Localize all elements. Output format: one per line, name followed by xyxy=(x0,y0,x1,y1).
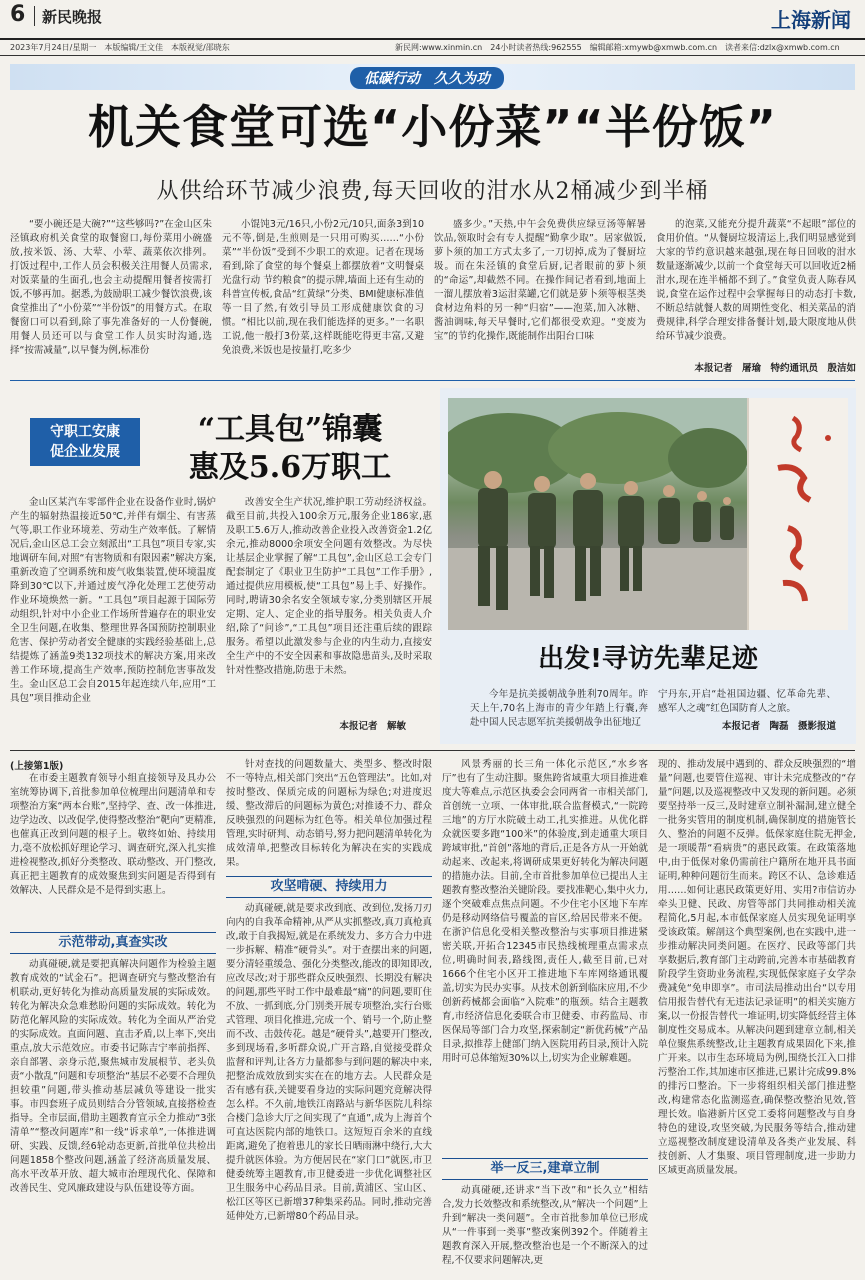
second-headline-2: 惠及5.6万职工 xyxy=(188,450,392,485)
bottom-column-3-a: 风景秀丽的长三角一体化示范区,“水乡客厅”也有了生动注脚。聚焦跨省域重大项目推进难度大等难点,示范区执委会会同两省一市相关部门,首创统一立项、一体审批,联合监督模式,“一院跨三地”的方厅水院破土动工,扎实推进。从优化群众就医要多跑“100米”的体验度,到走通重大项目跨域审批,“首创”落地的背后,正是各方从一开始就动起来、改起来,将调研成果更好转化为解决问题的措施办法。目前,全市首批参加单位已提出人主题教育整改整治关键阶段。要找准靶心,集中火力,逐个突破难点焦点问题。不少住宅小区地下车库仍是移动网络信号覆盖的盲区,给居民带来不便。在浙沪信息化受相关整改整治与实事项目推进紧密关联,开拓合12345市民热线梳理重点需求点位,明确时间表,路线图,责任人,截至目前,已对1666个住宅小区开工推进地下车库网络通讯覆盖,切实为民办实事。从技术创新到临床应用,不少创新药械都会面临“入院难”的瓶颈。结合主题教育,市经济信息化委联合市卫健委、市药监局、市医保局等部门合力攻坚,探索制定“新优药械”产品目录,拟推荐上健部门纳入医院用药目录,预计入院用时可总体缩短30%以上,切实为企业解难题。 xyxy=(442,759,648,1064)
bottom-column-4: 现的、推动发展中遇到的、群众反映强烈的“增量”问题,也要管住巡视、审计未完成整改的“存量”问题,以及巡视整改中又发现的新问题。必须要坚持举一反三,及时建章立制补漏洞,建立健全一批务实管用的制度机制,确保制度的措施管长久、整治的问题不反弹。低保家庭住院无押金,是一项暖帮“看病贵”的惠民政策。在政策落地中,由于低保对象仍需前往户籍所在地开具书面证明,种种问题衍生而来。跨区不认、急诊难适用……如何让惠民政策更好用、实用?市信访办牵头卫健、民政、房管等部门共同推动相关流程简化,5月起,本市低保家庭人员实现免证明享受该政策。解剖这个典型案例,也在实践中,进一步推动解决同类问题。在医疗、民政等部门共享数据后,教育部门主动跨前,完善本市基础教育阶段学生资助业务流程,实现低保家庭子女学杂费减免“免申即享”。市司法局推动出台“以专用信用报告替代有无违法记录证明”的相关实施方案,以一份报告替代一堆证明,切实降低经营主体制度性交易成本。从解决问题到建章立制,相关单位聚焦系统整改,让主题教育成果固化下来,推广开来。以市生态环境局为例,围绕长江入口排污整治工作,其加速市区推进,已累计完成99.8%的排污口整治。下一步将组织相关部门推进整改,构建常态化监测巡查,确保整改整治见效,管理长效。临港新片区党工委将问题整改与自身特色的建设,攻坚突破,为民服务等结合,推动建立巡视整改制度建设清单及各类产业发展、科技创新、人才集聚、项目管理制度,进一步助力区域更高质量发展。 xyxy=(658,759,856,1176)
marching-youth-photo-icon xyxy=(448,398,848,630)
contact-line: 新民网:www.xinmin.cn 24小时读者热线:962555 编辑邮箱:xmywb@xmwb.com.cn 读者来信:dzlx@xmwb.com.cn xyxy=(395,43,840,52)
lead-byline: 本报记者 屠瑜 特约通讯员 殷洁如 xyxy=(694,363,856,374)
page-header xyxy=(0,0,865,52)
second-tag-line-2: 促企业发展 xyxy=(50,444,120,460)
date-line: 2023年7月24日/星期一 本版编辑/王文佳 本版视觉/邵晓东 xyxy=(10,43,230,52)
subheading-3: 举一反三,建章立制 xyxy=(442,1158,648,1180)
lead-subheadline: 从供给环节减少浪费,每天回收的泔水从2桶减少到半桶 xyxy=(156,179,709,204)
photo-caption-2: 宁丹东,开启“赴祖国边疆、忆革命先辈、感军人之魂”红色国防育人之旅。 xyxy=(658,689,836,714)
lead-headline: 机关食堂可选“小份菜”“半份饭” xyxy=(88,100,777,154)
lead-column-2: 小馄饨3元/16只,小份2元/10只,面条3到10元不等,倒是,生煎则是一只用可购买……“小份菜”“半份饭”受到不少职工的欢迎。记者在现场看到,除了食堂的每个餐桌上都摆放着“文明餐桌 光盘行动 节约粮食”的提示牌,墙面上还有生动的科普宣传板,食品“红黄绿”分类、BMI健康标准值等一目了然,有效引导员工形成健康饮食的习惯。“相比以前,现在我们能选择的更多。”一名职工说,他一般打3份菜,这样既能吃得更丰富,又避免浪费,米饭也是按量打,吃多少 xyxy=(222,219,424,356)
news-photo xyxy=(448,398,848,630)
continued-label: (上接第1版) xyxy=(10,761,64,772)
second-column-2: 改善安全生产状况,维护职工劳动经济权益。截至目前,共投入100余万元,服务企业186家,惠及职工5.6万人,推动改善企业投入改善资金1.2亿余元,推动8000余项安全问题有效整改。为尽快让基层企业掌握了解“工具包”,金山区总工会专门配套制定了《职业卫生防护“工具包”工作手册》,通过提供应用模板,使“工具包”易上手、好操作。同时,聘请30余名安全领域专家,分类别辖区开展定期、定人、定企业的指导服务。相关负责人介绍,除了“问诊”,“工具包”项目还注重后续的跟踪服务。希望以此激发参与企业的内生动力,直接安全生产中的不安全因素和事故隐患苗头,及时采取针对性整改措施,防患于未然。 xyxy=(226,497,432,676)
paper-name: 新民晚报 xyxy=(42,8,103,26)
bottom-column-2-b: 动真碰硬,就是要求改到底、改到位,发扬刀刃向内的自我革命精神,从严从实抓整改,真刀真枪真改,敢于自我揭短,就是在系统发力、多方合力中进一步拆解、精准“硬骨头”。对于查摆出来的问题,要分清轻重缓急、强化分类整改,能改的即知即改,应改尽改;对于那些群众反映强烈、长期没有解决的问题,那些平时工作中最难最“痛”的问题,要盯住不放、一抓到底,分门别类开展专项整治,实行台账式管理、项目化推进,完成一个、销号一个,防止整而不改、击鼓传花。越是“硬骨头”,越要开门整改,多到现场看,多听群众说,广开言路,自觉接受群众监督和评判,让各方力量都参与到问题的解决中来,把整治成效放到实实在在的地方去。人民群众是否有感有获,关键要看身边的实际问题究竟解决得怎么样。不久前,地铁江南路站与新华医院儿科综合楼门急诊大厅之间实现了“直通”,成为上海首个可直达医院内部的地铁口。这短短百余米的直线距离,避免了抱着患儿的家长日晒雨淋中绕行,大大提升就医体验。为方便居民在“家门口”就医,市卫健委统筹主题教育,市卫健委进一步优化调整社区卫生服务中心药品目录。目前,黄浦区、宝山区、松江区等区已新增37种集采药品。同时,推动完善延伸处方,已新增80个药品目录。 xyxy=(226,903,432,1222)
photo-headline: 出发!寻访先辈足迹 xyxy=(538,644,758,674)
lead-column-3: 盛多少。”天热,中午会免费供应绿豆汤等解暑饮品,领取时会有专人提醒“勤拿少取”。居家做饭,萝卜须的加工方式太多了,一刀切掉,成为了餐厨垃圾。而在朱泾镇的食堂后厨,记者眼前的萝卜须的“命运”,却截然不同。在操作间记者看到,地面上一溜儿摆放着3运泔菜罐,它们就是萝卜须等根茎类食材边角料的另一种“归宿”——泡菜,加入冰糖、酱油调味,每天早餐时,它们都很受欢迎。“变废为宝”的节约化操作,既能制作出阳台口味 xyxy=(434,219,646,342)
lead-column-1: “要小碗还是大碗?”“这些够吗?”在金山区朱泾镇政府机关食堂的取餐窗口,每份菜用小碗盛放,按米饭、汤、大荤、小荤、蔬菜依次排列。打饭过程中,工作人员会积极关注用餐人员需求,对饭菜量的生面孔,也会主动提醒用餐者按需打饭,不够再加。据悉,为鼓励职工减少餐饮浪费,该食堂推出了“小份菜”“半份饭”的用餐方式。在取餐窗口可以看到,除了事先准备好的一人份餐碗,用餐人员还可以与食堂工作人员实时沟通,选择“按需减量”,以早餐为例,标准份 xyxy=(10,219,212,356)
photo-byline: 本报记者 陶磊 摄影报道 xyxy=(721,721,836,732)
second-tag xyxy=(30,418,140,466)
lead-kicker: 低碳行动 久久为功 xyxy=(350,67,504,89)
second-headline-1: “工具包”锦囊 xyxy=(197,412,383,447)
bottom-column-2-a: 针对查找的问题数量大、类型多、整改时限不一等特点,相关部门突出“五色管理法”。比如,对按时整改、保质完成的问题标为绿色;对进度迟缓、整改滞后的问题标为黄色;对推诿不力、群众反映强烈的问题标为红色等。相关单位加强过程管理,实时研判、动态销号,努力把问题清单转化为成效清单,把整改目标转化为解决在实的实践成果。 xyxy=(226,759,432,868)
second-byline: 本报记者 解敏 xyxy=(339,721,406,732)
second-tag-line-1: 守职工安康 xyxy=(50,424,120,440)
lead-kicker-band xyxy=(10,64,855,90)
bottom-column-1-b: 动真碰硬,就是要把真解决问题作为检验主题教育成效的“试金石”。把调查研究与整改整治有机联动,更好转化为推动高质量发展的实际成效。转化为解决众急难愁盼问题的实际成效。转化为防范化解风险的实际成效。转化为全面从严治党的实际成效。直面问题、直击矛盾,以上率下,突出重点,放大示范效应。市委书记陈吉宁率前指挥、亲自部署、亲身示范,聚焦城市发展根节、老头负责“小散乱”问题和专项整治“基层不必要不合理负担较重”问题,带头推动基层减负等建设一批实事。市四套班子成员则结合分管领域,直接搭检查指导。全市层面,借助主题教育宣示全力推动“3张清单”“整改问题库”和一线“诉求单”,一体推进调研、实践、反馈,经6轮动态更新,首批单位共检出问题1858个整改问题,涵盖了经济高质量发展、高水平改革开放、超大城市治理现代化、保障和改善民生、党风廉政建设与队伍建设等方面。 xyxy=(10,959,216,1194)
photo-caption-1: 今年是抗美援朝战争胜利70周年。昨天上午,70名上海市的青少年踏上行囊,奔赴中国人民志愿军抗美援朝战争出征地辽 xyxy=(470,689,648,728)
second-column-1: 金山区某汽车零部件企业在设备作业时,锅炉产生的辐射热温接近50℃,并伴有烟尘、有害蒸气等,职工作业环境差、劳动生产效率低。了解情况后,金山区总工会立刻派出“工具包”项目专家,实地调研车间,对照“有害物质和有限因素”解决方案,重新改造了空调系统和废气收集装置,使环境温度降到30℃以下,并通过废气净化处理工艺使劳动作业环境焕然一新。“工具包”项目起源于国际劳动组织,针对中小企业工作场所普遍存在的职业安全卫生问题,在收集、整理世界各国预防控制职业危害、保护劳动者安全健康的实践经验基础上,总结提炼了涵盖9类132项技术的解决方案,用来改善工作环境,提高生产效率,预防控制危害事故发生。金山区总工会自2015年起连续八年,应用“工具包”项目推动企业 xyxy=(10,497,216,704)
photo-story-box xyxy=(440,388,856,744)
bottom-column-1-a: 在市委主题教育领导小组直接领导及具办公室统筹协调下,首批参加单位梳理出问题清单和专项整治方案“两本台账”,坚持学、查、改一体推进,边学边改、以改促学,使得整改整治“靶向”更精准,也催真正改到问题的根子上。敬终如始、持续用力,毫不放松抓好理论学习、调查研究,深入扎实推进检视整改,抓好分类整改、联动整改、开门整改,真正把主题教育的成效聚焦到实问题是否得到有效解决、人民群众是不是得到实惠上。 xyxy=(10,773,216,896)
lead-column-4: 的泡菜,又能充分提升蔬菜“不起眼”部位的食用价值。“从餐厨垃圾清运上,我们明显感觉到大家的节约意识越来越强,现在每日回收的泔水数量逐渐减少,以前一个食堂每天可以回收近2桶泔水,现在连半桶都不到了。”食堂负责人陈春风说,食堂在运作过程中会掌握每日的动态打卡数,不断总结就餐人数的周期性变化、相关菜品的消费规律,科学合理安排备餐计划,最大限度地从供给环节减少浪费。 xyxy=(656,219,856,342)
bottom-column-3-b: 动真碰硬,还讲求“当下改”和“长久立”相结合,发力长效整改和系统整改,从“解决一个问题”上升到“解决一类问题”。全市首批参加单位已形成从“一件事到一类事”整改案例392个。伴随着主题教育深入开展,整改整治也是一个不断深入的过程,不仅要求问题解决,更 xyxy=(442,1185,648,1266)
page-number: 6 xyxy=(10,2,26,27)
subheading-1: 示范带动,真查实改 xyxy=(10,932,216,954)
subheading-2: 攻坚啃硬、持续用力 xyxy=(226,876,432,898)
section-name: 上海新闻 xyxy=(771,8,851,32)
